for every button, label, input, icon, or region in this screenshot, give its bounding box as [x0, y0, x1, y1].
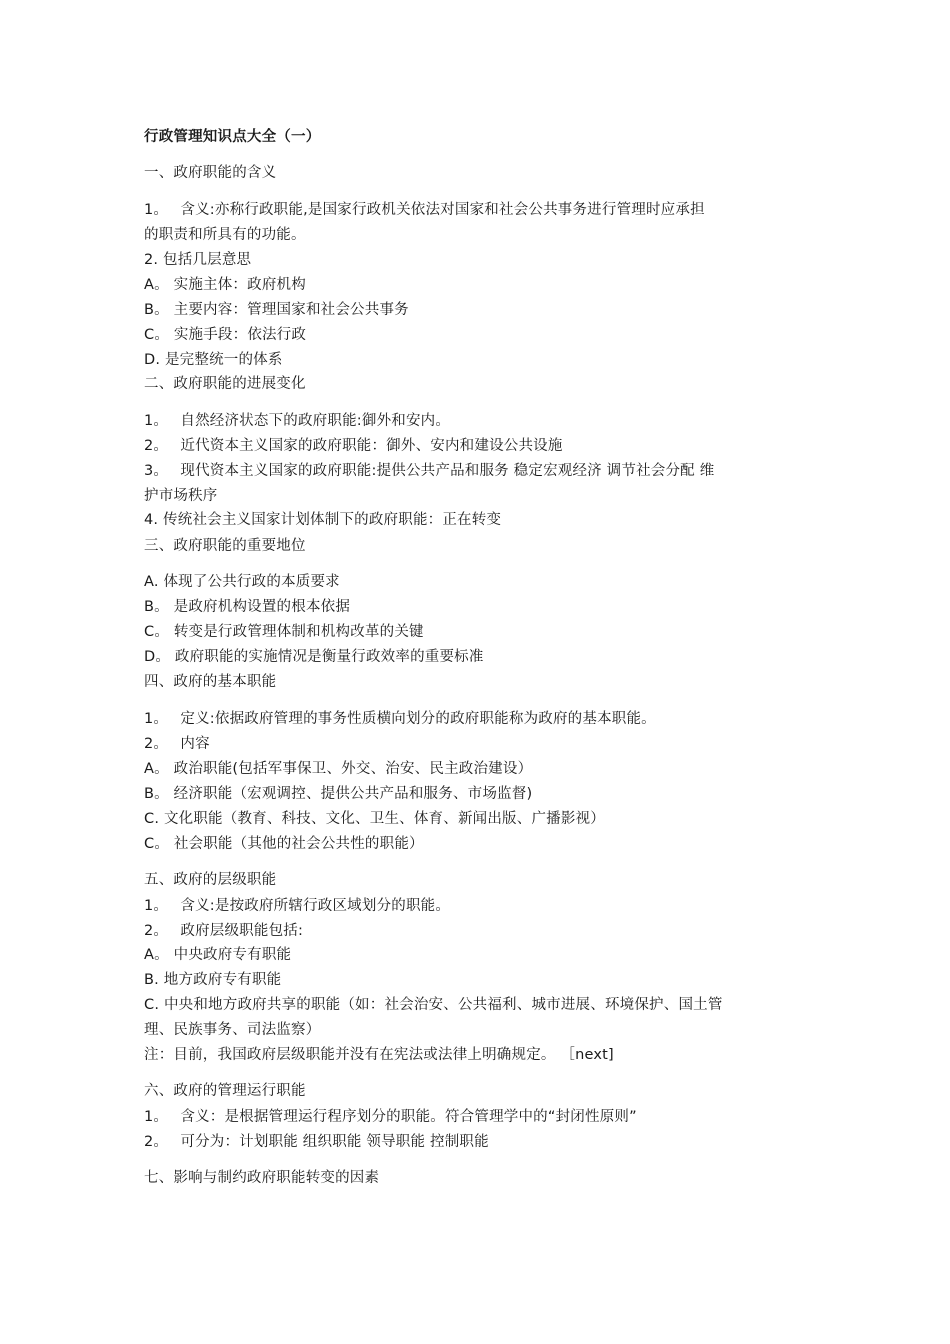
- paragraph-line: B。 是政府机构设置的根本依据: [144, 599, 351, 615]
- paragraph-line: D。 政府职能的实施情况是衡量行政效率的重要标准: [144, 649, 484, 665]
- paragraph-line: A. 体现了公共行政的本质要求: [144, 574, 340, 590]
- section-heading-6: 六、政府的管理运行职能: [144, 1083, 306, 1099]
- paragraph-line: A。 中央政府专有职能: [144, 947, 292, 963]
- section-heading-5: 五、政府的层级职能: [144, 872, 277, 888]
- section-heading-1: 一、政府职能的含义: [144, 165, 277, 181]
- section-heading-4: 四、政府的基本职能: [144, 674, 277, 690]
- paragraph-line: 2。 内容: [144, 736, 210, 752]
- paragraph-line: B。 主要内容：管理国家和社会公共事务: [144, 302, 409, 318]
- paragraph-line: 2. 包括几层意思: [144, 252, 252, 268]
- document-title: 行政管理知识点大全（一）: [144, 129, 321, 145]
- paragraph-line: C。 转变是行政管理体制和机构改革的关键: [144, 624, 424, 640]
- paragraph-line: 3。 现代资本主义国家的政府职能:提供公共产品和服务 稳定宏观经济 调节社会分配 维: [144, 463, 715, 479]
- section-heading-2: 二、政府职能的进展变化: [144, 376, 306, 392]
- paragraph-line: 护市场秩序: [144, 488, 218, 504]
- paragraph-line: A。 政治职能(包括军事保卫、外交、治安、民主政治建设）: [144, 761, 533, 777]
- paragraph-line: 1。 含义:亦称行政职能,是国家行政机关依法对国家和社会公共事务进行管理时应承担: [144, 202, 705, 218]
- paragraph-line: B。 经济职能（宏观调控、提供公共产品和服务、市场监督): [144, 786, 533, 802]
- paragraph-line: 1。 自然经济状态下的政府职能:御外和安内。: [144, 413, 451, 429]
- paragraph-line: 2。 可分为：计划职能 组织职能 领导职能 控制职能: [144, 1134, 489, 1150]
- paragraph-line: 理、民族事务、司法监察）: [144, 1022, 321, 1038]
- paragraph-line: A。 实施主体：政府机构: [144, 277, 306, 293]
- paragraph-line: 4. 传统社会主义国家计划体制下的政府职能：正在转变: [144, 512, 502, 528]
- section-heading-3: 三、政府职能的重要地位: [144, 538, 306, 554]
- paragraph-line: 2。 近代资本主义国家的政府职能：御外、安内和建设公共设施: [144, 438, 563, 454]
- paragraph-line: 1。 定义:依据政府管理的事务性质横向划分的政府职能称为政府的基本职能。: [144, 711, 656, 727]
- paragraph-line: C。 社会职能（其他的社会公共性的职能）: [144, 836, 424, 852]
- paragraph-line: C. 中央和地方政府共享的职能（如：社会治安、公共福利、城市进展、环境保护、国土管: [144, 997, 723, 1013]
- note-line: 注：目前，我国政府层级职能并没有在宪法或法律上明确规定。 ［next]: [144, 1047, 614, 1063]
- paragraph-line: 1。 含义:是按政府所辖行政区域划分的职能。: [144, 898, 451, 914]
- paragraph-line: 2。 政府层级职能包括:: [144, 923, 304, 939]
- paragraph-line: D. 是完整统一的体系: [144, 352, 283, 368]
- section-heading-7: 七、影响与制约政府职能转变的因素: [144, 1170, 380, 1186]
- paragraph-line: C。 实施手段：依法行政: [144, 327, 307, 343]
- paragraph-line: B. 地方政府专有职能: [144, 972, 282, 988]
- paragraph-line: 的职责和所具有的功能。: [144, 227, 306, 243]
- paragraph-line: 1。 含义：是根据管理运行程序划分的职能。符合管理学中的“封闭性原则”: [144, 1109, 637, 1125]
- paragraph-line: C. 文化职能（教育、科技、文化、卫生、体育、新闻出版、广播影视）: [144, 811, 605, 827]
